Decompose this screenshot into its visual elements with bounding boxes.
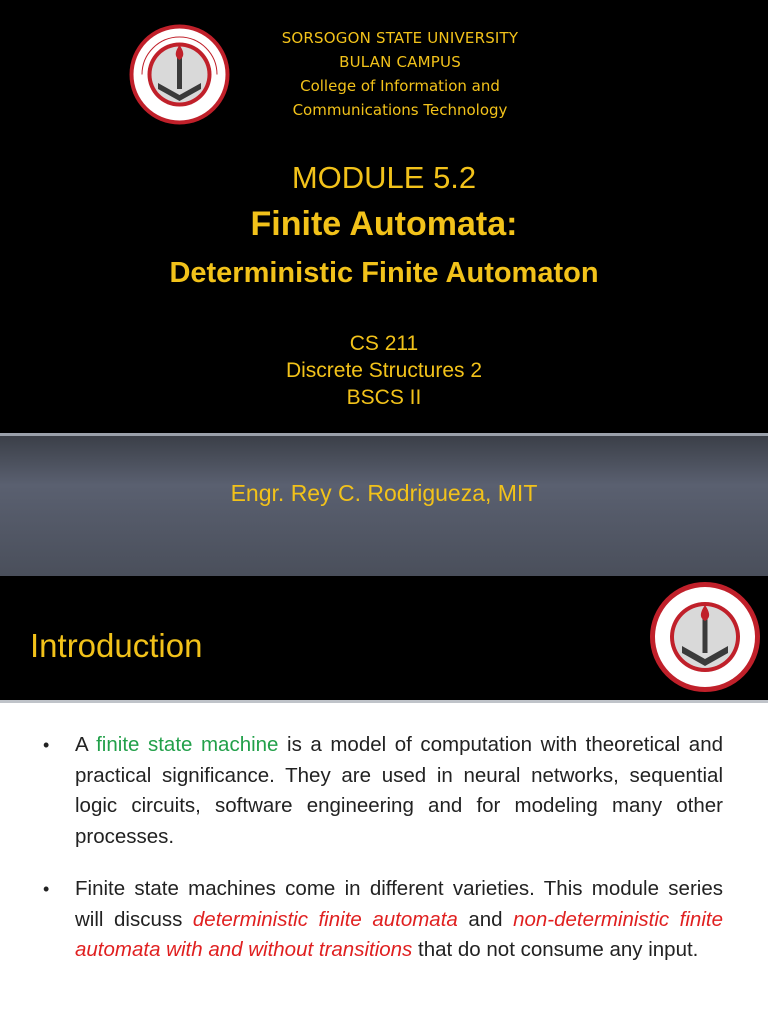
course-title: Discrete Structures 2 xyxy=(285,359,483,382)
slide-heading: Introduction xyxy=(30,627,203,664)
module-number: MODULE 5.2 xyxy=(291,160,477,195)
list-item xyxy=(43,730,723,852)
bullet-text-part: is a model of computation with theoretical and practical significance. They are used in neural networks, sequential logic circuits, software engineering and for modeling many other processes. xyxy=(75,733,723,848)
highlight-term: deterministic finite automata xyxy=(192,907,458,931)
program-year: BSCS II xyxy=(346,386,422,409)
bullet-text xyxy=(75,730,723,852)
course-info xyxy=(0,330,768,411)
university-info xyxy=(230,26,570,122)
college-name-line2: Communications Technology xyxy=(292,101,508,119)
university-seal-logo xyxy=(649,581,761,693)
list-item xyxy=(43,874,723,966)
author-name: Engr. Rey C. Rodrigueza, MIT xyxy=(230,480,538,506)
bullet-text-part: A xyxy=(75,733,97,756)
university-name: SORSOGON STATE UNIVERSITY xyxy=(281,29,519,47)
bullet-text-part: and xyxy=(457,907,514,931)
module-subtitle: Deterministic Finite Automaton xyxy=(169,257,599,289)
campus-name: BULAN CAMPUS xyxy=(339,53,461,71)
module-title: Finite Automata: xyxy=(250,205,518,243)
bullet-list xyxy=(43,730,723,988)
highlight-term: non-deterministic finite automata with and without transitions xyxy=(75,907,723,961)
bullet-text-part: that do not consume any input. xyxy=(412,938,699,961)
slide-divider xyxy=(0,700,768,703)
course-code: CS 211 xyxy=(349,332,419,355)
university-seal-logo xyxy=(128,23,231,126)
highlight-term: finite state machine xyxy=(96,733,279,756)
bullet-text-part: Finite state machines come in different varieties. This module series will discuss xyxy=(75,877,723,931)
bullet-icon: • xyxy=(43,735,50,755)
bullet-icon: • xyxy=(43,879,50,899)
college-name-line1: College of Information and xyxy=(300,77,500,95)
bullet-text xyxy=(75,874,723,966)
